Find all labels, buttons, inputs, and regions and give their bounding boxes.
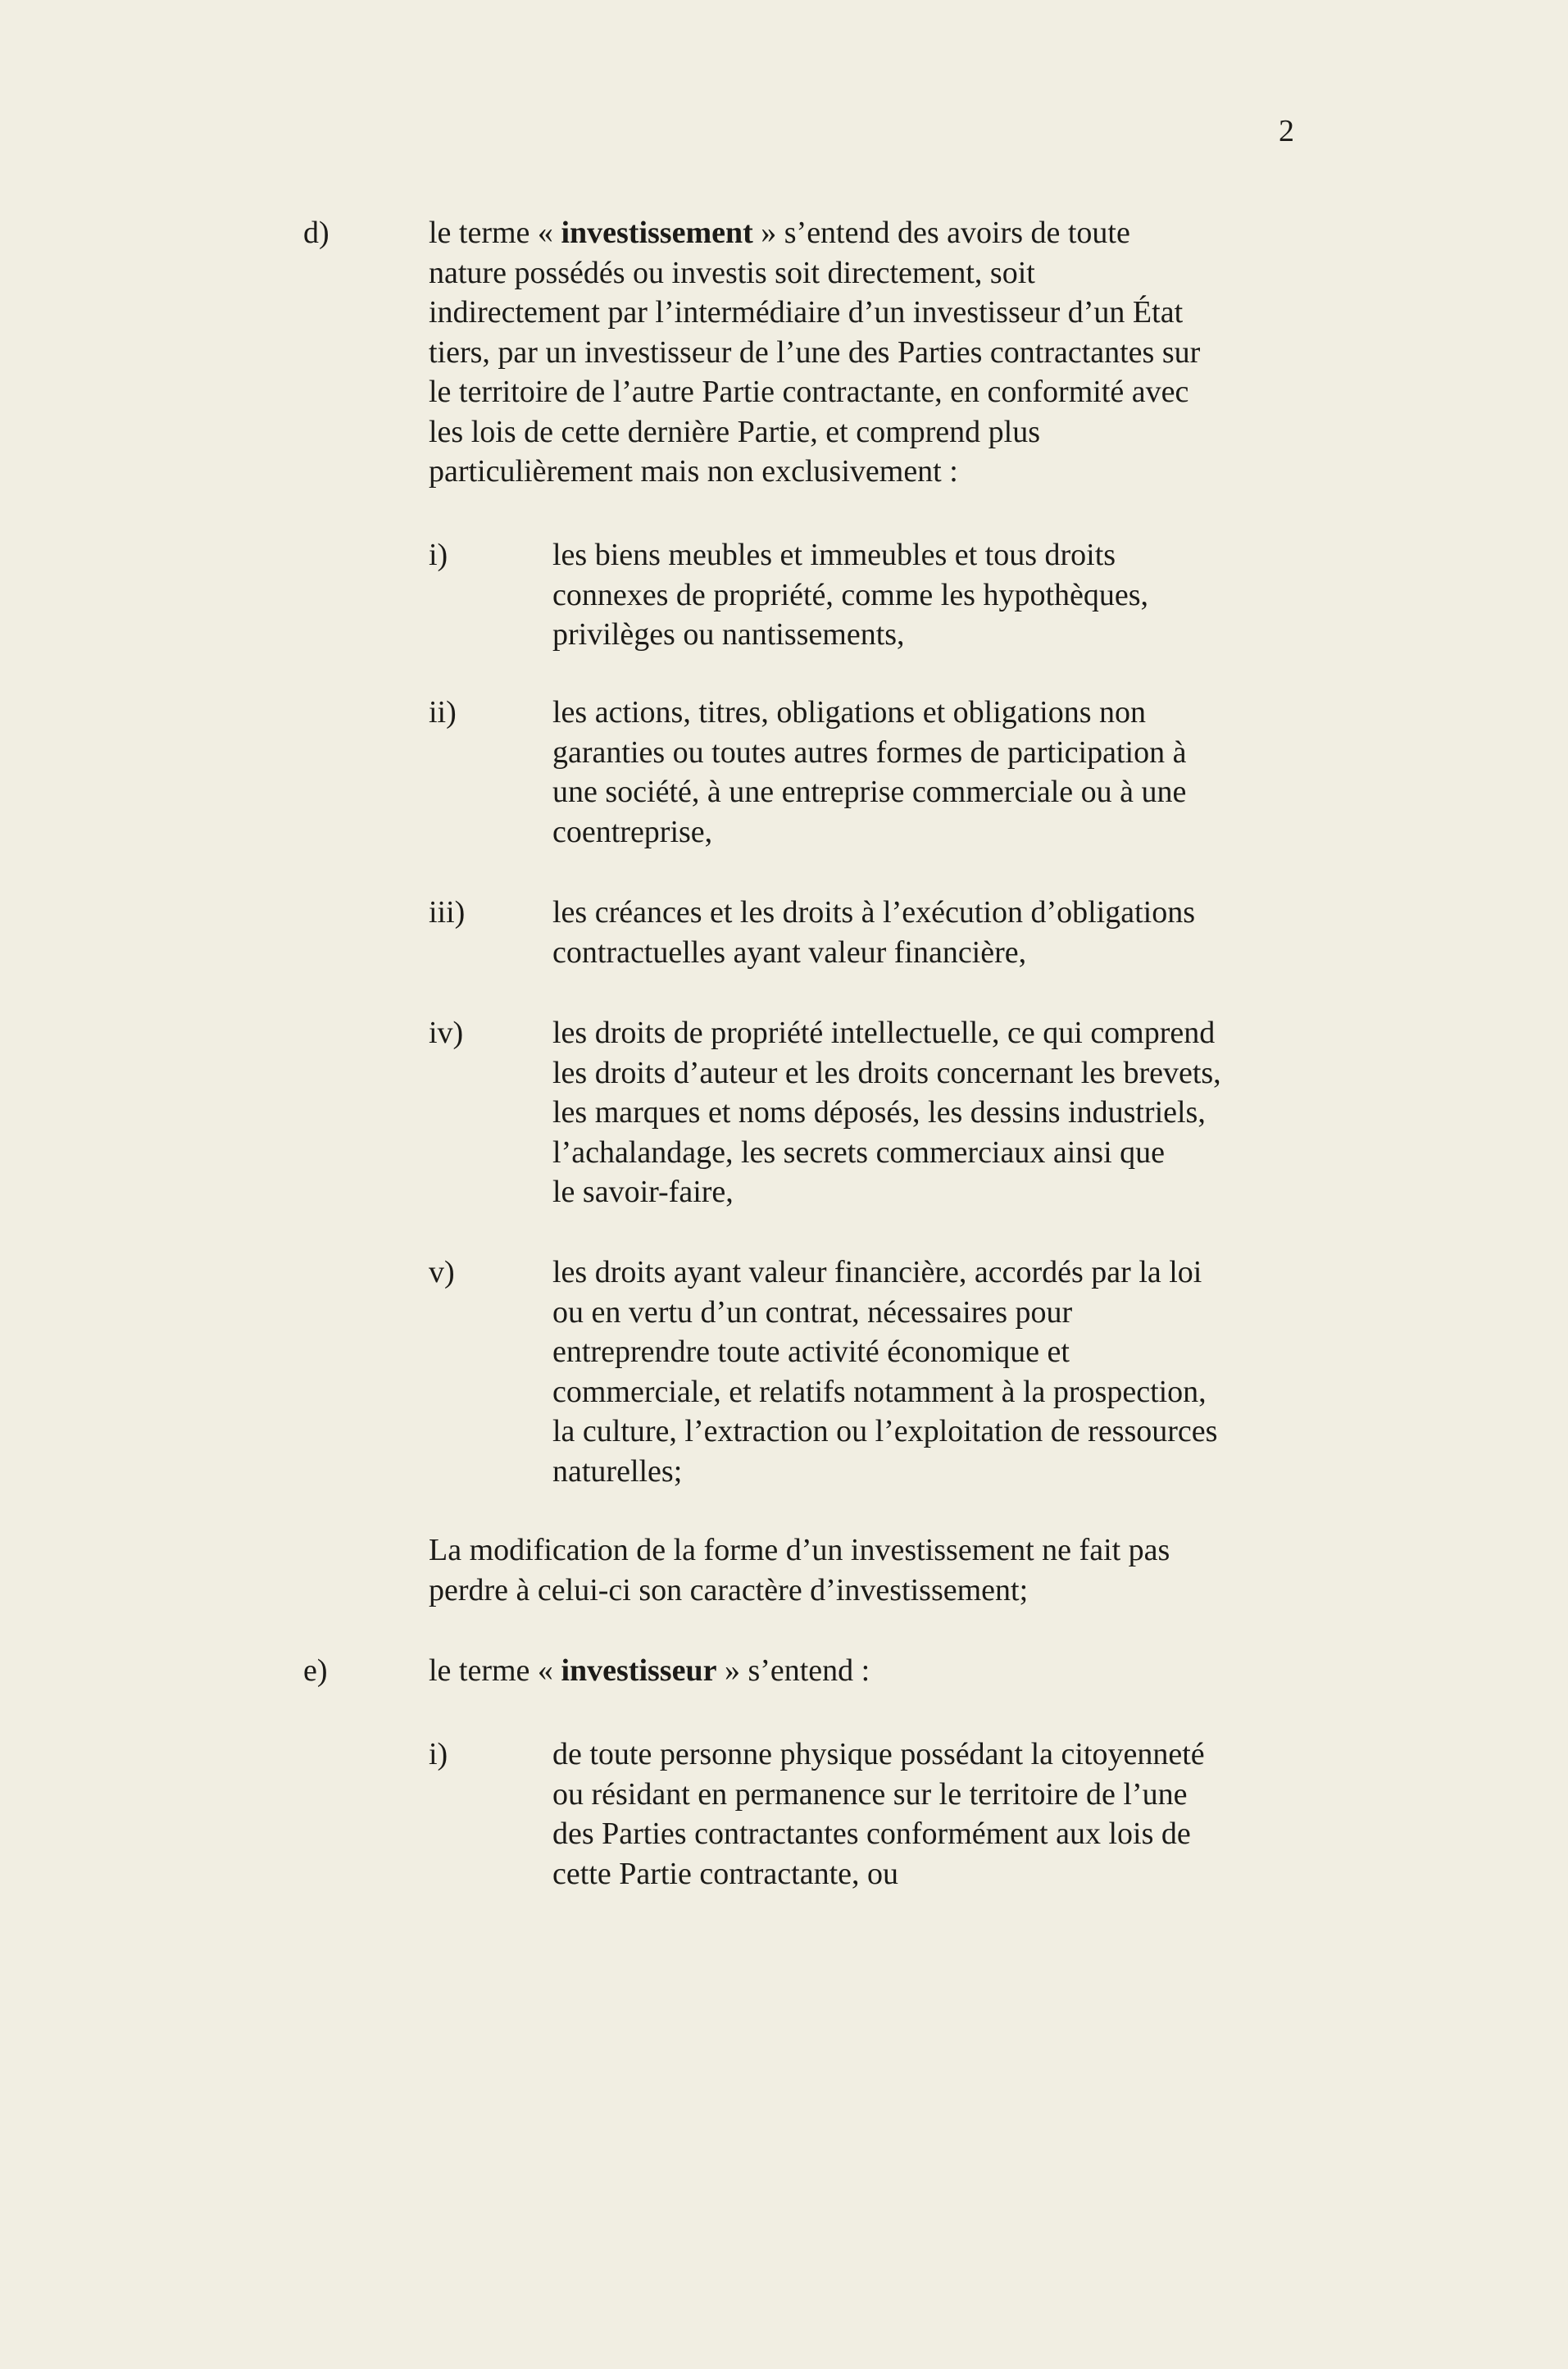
item-d-term: investissement [561, 216, 753, 250]
item-d-sub-i-text: les biens meubles et immeubles et tous droits connexes de propriété, comme les hypothèques, privilèges ou nantissements, [552, 538, 1149, 652]
item-d-sub-iii-text: les créances et les droits à l’exécution d’obligations contractuelles ayant valeur financière, [552, 895, 1196, 970]
page-number: 2 [1279, 114, 1294, 148]
item-d-sub-iv-text: les droits de propriété intellectuelle, ce qui comprend les droits d’auteur et les droits concernant les brevets, les marques et noms déposés, les dessins industriels, l’achalandage, les secrets commerciaux ainsi que le savoir-faire, [552, 1016, 1221, 1209]
item-d-intro-before: le terme « [429, 216, 561, 250]
item-e-label: e) [303, 1653, 328, 1688]
item-d-sub-ii-text: les actions, titres, obligations et obligations non garanties ou toutes autres formes de participation à une société, à une entreprise commerciale ou à une coentreprise, [552, 695, 1187, 849]
item-d-closing: La modification de la forme d’un investissement ne fait pas perdre à celui-ci son caractère d’investissement; [429, 1533, 1170, 1607]
item-d-sub-i-label: i) [429, 538, 448, 572]
item-d-sub-v-text: les droits ayant valeur financière, accordés par la loi ou en vertu d’un contrat, nécessaires pour entreprendre toute activité économique et commerciale, et relatifs notamment à la prospection, la culture, l’extraction ou l’exploitation de ressources naturelles; [552, 1255, 1218, 1489]
item-d-sub-iii-label: iii) [429, 895, 466, 930]
item-e-sub-i-label: i) [429, 1737, 448, 1771]
item-d-label: d) [303, 216, 330, 250]
item-e-intro-before: le terme « [429, 1653, 561, 1688]
item-d-intro-after: » s’entend des avoirs de toute nature possédés ou investis soit directement, soit indirectement par l’intermédiaire d’un investisseur d’un État tiers, par un investisseur de l’une des Parties contractantes sur le territoire de l’autre Partie contractante, en conformité avec les lois de cette dernière Partie, et comprend plus particulièrement mais non exclusivement : [429, 216, 1201, 489]
item-d-sub-ii-label: ii) [429, 695, 457, 730]
item-e-sub-i-text: de toute personne physique possédant la citoyenneté ou résidant en permanence sur le territoire de l’une des Parties contractantes conformément aux lois de cette Partie contractante, ou [552, 1737, 1205, 1891]
item-e-intro-after: » s’entend : [716, 1653, 870, 1688]
item-e-term: investisseur [561, 1653, 717, 1688]
item-d-sub-v-label: v) [429, 1255, 455, 1289]
item-e-intro [429, 1651, 1330, 1691]
item-d-sub-iv-label: iv) [429, 1016, 464, 1050]
item-d-intro [429, 213, 1330, 492]
